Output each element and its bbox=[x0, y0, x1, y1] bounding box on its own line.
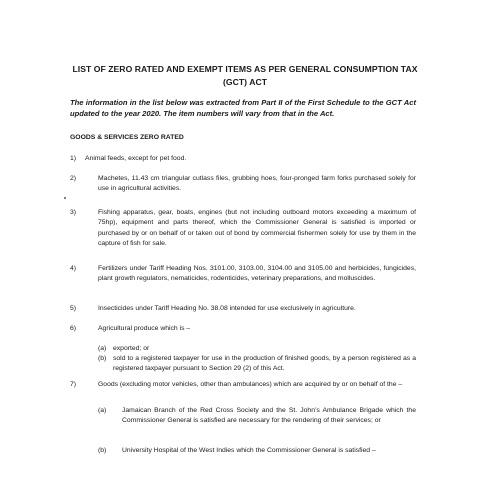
sub-item-text: University Hospital of the West Indies which the Commissioner General is satisfied – bbox=[122, 447, 376, 454]
item-text: Animal feeds, except for pet food. bbox=[85, 155, 187, 162]
sub-item-letter: (b) bbox=[98, 447, 107, 454]
item-text: Fishing apparatus, gear, boats, engines (but not including outboard motors exceeding a maximum of 75hp), equipment and parts thereof, which the Commissioner General is satisfied is imported or purchased by or on behalf of or taken out of bond by commercial fishermen solely for use by them in the capture of fish for sale. bbox=[98, 209, 416, 248]
sub-item bbox=[98, 446, 416, 456]
sub-item bbox=[98, 354, 416, 375]
item-number: 7) bbox=[70, 381, 77, 388]
sub-item-text: sold to a registered taxpayer for use in the production of finished goods, by a person registered as a registered taxpayer pursuant to Section 29 (2) of this Act. bbox=[113, 355, 416, 373]
sub-item-letter: (a) bbox=[98, 345, 107, 352]
item-text: Goods (excluding motor vehicles, other than ambulances) which are acquired by or on behalf of the – bbox=[98, 381, 403, 388]
item-number: 2) bbox=[70, 175, 77, 182]
sub-item bbox=[98, 344, 416, 354]
list-item bbox=[70, 174, 416, 195]
list-item bbox=[70, 380, 416, 390]
list-item bbox=[70, 154, 416, 164]
item-number: 3) bbox=[70, 209, 77, 216]
list-item bbox=[70, 208, 416, 250]
list-item bbox=[70, 324, 416, 334]
section-heading: GOODS & SERVICES ZERO RATED bbox=[70, 134, 184, 141]
document-intro: The information in the list below was extracted from Part II of the First Schedule to the GCT Act updated to the year 2020. The item numbers will vary from that in the Act. bbox=[70, 98, 416, 118]
document-title: LIST OF ZERO RATED AND EXEMPT ITEMS AS PER GENERAL CONSUMPTION TAX (GCT) ACT bbox=[72, 64, 418, 87]
item-number: 5) bbox=[70, 305, 77, 312]
sub-item-letter: (b) bbox=[98, 355, 107, 362]
item-number: 4) bbox=[70, 265, 77, 272]
list-item bbox=[70, 304, 416, 314]
sub-item-text: exported; or bbox=[113, 345, 150, 352]
list-item bbox=[70, 264, 416, 285]
item-number: 1) bbox=[70, 155, 77, 162]
item-text: Agricultural produce which is – bbox=[98, 325, 191, 332]
item-number: 6) bbox=[70, 325, 77, 332]
sub-item-letter: (a) bbox=[98, 407, 107, 414]
item-text: Fertilizers under Tariff Heading Nos. 3101.00, 3103.00, 3104.00 and 3105.00 and herbicides, fungicides, plant growth regulators, nematicides, rodenticides, veterinary preparations, and molluscides. bbox=[98, 265, 416, 283]
item-text: Insecticides under Tariff Heading No. 38.08 intended for use exclusively in agriculture. bbox=[98, 305, 356, 312]
sub-item-text: Jamaican Branch of the Red Cross Society and the St. John’s Ambulance Brigade which the Commissioner General is satisfied are necessary for the rendering of their services; or bbox=[122, 407, 416, 425]
stray-mark bbox=[64, 197, 66, 199]
item-text: Machetes, 11.43 cm triangular cutlass files, grubbing hoes, four-pronged farm forks purchased solely for use in agricultural activities. bbox=[98, 175, 416, 193]
sub-item bbox=[98, 406, 416, 427]
